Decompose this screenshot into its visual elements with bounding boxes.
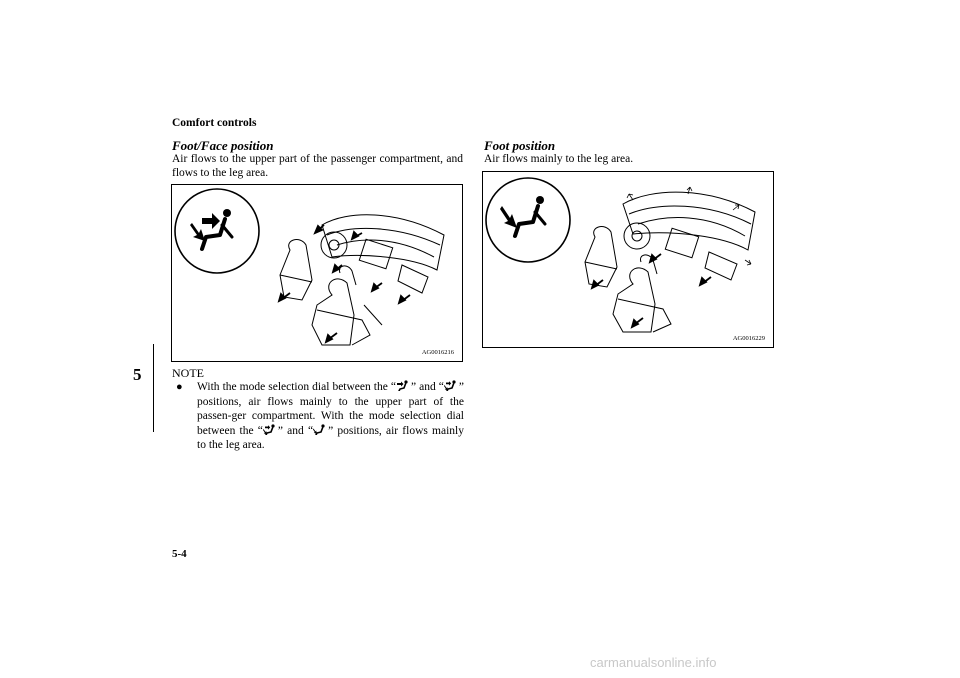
foot-heading: Foot position bbox=[484, 138, 556, 153]
chapter-tab-number: 5 bbox=[133, 365, 142, 384]
section-header: Comfort controls bbox=[172, 117, 257, 129]
seats-drawing bbox=[585, 227, 671, 332]
foot-face-vent-icon bbox=[444, 380, 459, 391]
airflow-arrows bbox=[592, 254, 711, 327]
foot-mode-icon bbox=[486, 178, 570, 262]
footer-watermark: carmanualsonline.info bbox=[590, 655, 717, 670]
foot-description: Air flows mainly to the leg area. bbox=[484, 153, 634, 165]
foot-figure-code: AG0016229 bbox=[732, 335, 765, 342]
note-list-item bbox=[172, 380, 464, 453]
foot-face-heading: Foot/Face position bbox=[172, 138, 274, 153]
note-bullet: ● bbox=[176, 381, 183, 393]
note-text bbox=[197, 380, 464, 453]
note-text-part-3: ” positions, air flows mainly to the upper part of the passen-ger compartment. With the mode selection dial between the “ bbox=[197, 381, 464, 437]
foot-face-description: Air flows to the upper part of the passenger compartment, and flows to the leg area. bbox=[172, 153, 463, 179]
foot-vent-icon bbox=[313, 424, 328, 435]
note-text-part-5: ” positions, air flows mainly to the leg area. bbox=[197, 424, 464, 451]
foot-face-vent-icon bbox=[263, 424, 278, 435]
page-number: 5-4 bbox=[172, 548, 187, 560]
foot-face-figure-code: AG0016216 bbox=[421, 349, 454, 356]
foot-face-illustration bbox=[172, 185, 462, 361]
note-text-part-1: With the mode selection dial between the “ bbox=[197, 381, 396, 393]
note-title: NOTE bbox=[172, 366, 204, 380]
foot-illustration bbox=[483, 172, 773, 347]
face-vent-icon bbox=[396, 380, 411, 391]
foot-figure bbox=[482, 171, 774, 348]
foot-face-mode-icon bbox=[175, 189, 259, 273]
chapter-tab-divider bbox=[153, 344, 154, 432]
note-text-part-4: ” and “ bbox=[277, 424, 314, 437]
foot-face-figure bbox=[171, 184, 463, 362]
dashboard-drawing bbox=[321, 215, 444, 293]
note-text-part-2: ” and “ bbox=[410, 381, 444, 393]
